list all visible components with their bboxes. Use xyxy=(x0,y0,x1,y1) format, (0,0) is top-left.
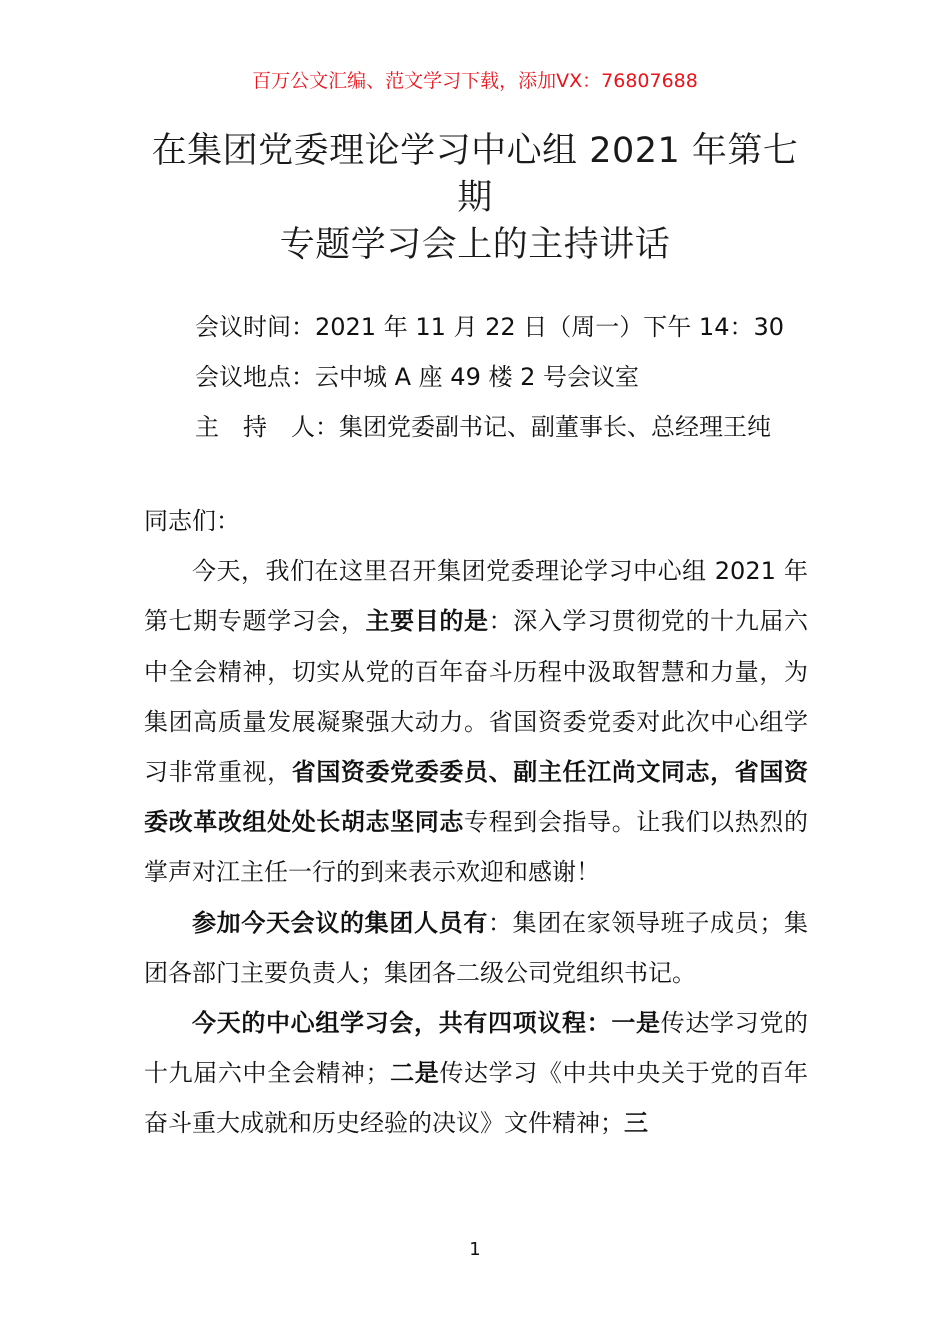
p3-bold-3: 三 xyxy=(624,1109,648,1138)
title-line-2: 期 xyxy=(457,178,493,218)
meeting-time: 会议时间：2021 年 11 月 22 日（周一）下午 14：30 xyxy=(195,313,785,341)
p2-bold-1: 参加今天会议的集团人员有 xyxy=(192,908,488,937)
page-number: 1 xyxy=(469,1239,481,1260)
header-note: 百万公文汇编、范文学习下载，添加VX：76807688 xyxy=(252,70,698,92)
salutation: 同志们： xyxy=(144,507,240,535)
p1-text-2: ：深入学习贯彻党的十九届六中全会精神，切实从党的百年奋斗历程中汲取智慧和力量，为集团高质量发展凝聚强大动力。省国资委党委对此次中心组学习非常重视， xyxy=(144,607,809,787)
meeting-host: 主 持 人：集团党委副书记、副董事长、总经理王纯 xyxy=(195,413,771,441)
paragraph-agenda xyxy=(144,998,808,1149)
p3-text-1: 传达学习党的十九届六中全会精神； xyxy=(144,1009,809,1088)
document-title xyxy=(140,128,810,269)
meeting-info xyxy=(195,302,835,452)
p1-text-3: 专程到会指导。让我们以热烈的掌声对江主任一行的到来表示欢迎和感谢！ xyxy=(144,808,808,887)
p2-text-1: ：集团在家领导班子成员；集团各部门主要负责人；集团各二级公司党组织书记。 xyxy=(144,908,808,987)
p3-bold-2: 二是 xyxy=(389,1059,440,1088)
paragraph-opening xyxy=(144,546,808,897)
title-line-1: 在集团党委理论学习中心组 2021 年第七 xyxy=(151,131,799,171)
paragraph-attendees xyxy=(144,898,808,998)
p1-bold-1: 主要目的是 xyxy=(365,607,489,636)
p3-text-2: 传达学习《中共中央关于党的百年奋斗重大成就和历史经验的决议》文件精神； xyxy=(144,1059,809,1138)
title-line-3: 专题学习会上的主持讲话 xyxy=(279,225,671,265)
p1-bold-2: 省国资委党委委员、副主任江尚文同志，省国资委改革改组处处长胡志坚同志 xyxy=(144,758,809,837)
p3-bold-1: 今天的中心组学习会，共有四项议程：一是 xyxy=(192,1009,661,1038)
meeting-place: 会议地点：云中城 A 座 49 楼 2 号会议室 xyxy=(195,363,639,391)
p1-text-1: 今天，我们在这里召开集团党委理论学习中心组 2021 年第七期专题学习会， xyxy=(144,557,808,636)
speech-body xyxy=(144,496,808,1149)
